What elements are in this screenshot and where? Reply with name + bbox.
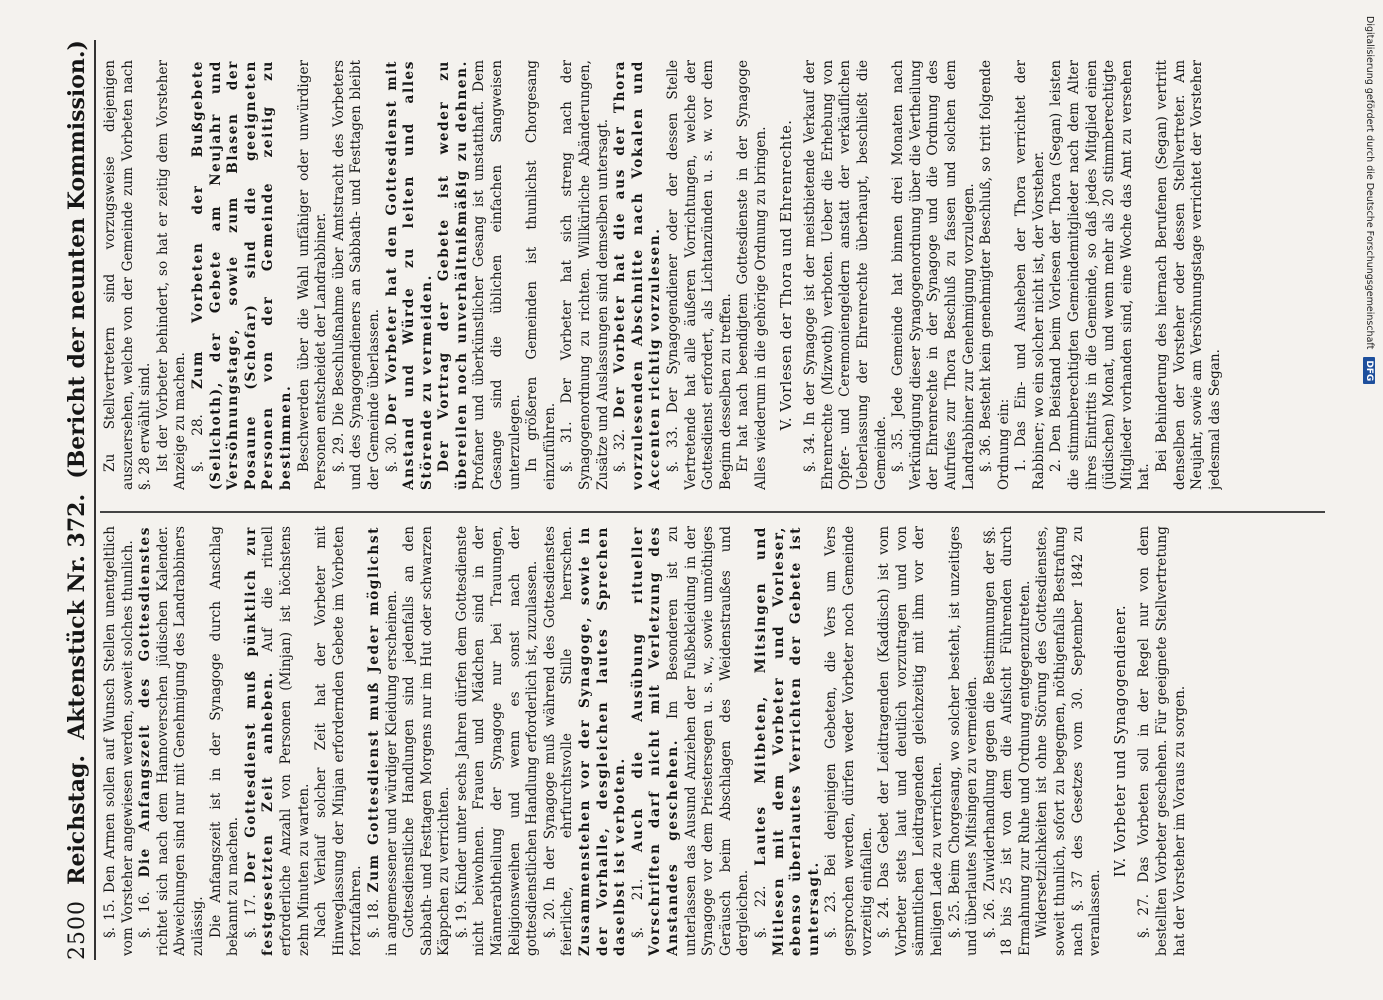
section-number: §. 19. — [453, 900, 470, 938]
section-number: §. 22. — [752, 885, 769, 938]
section-number: §. 23. — [823, 890, 840, 938]
paragraph-text: In der Synagoge muß während des Gottesdienstes feierliche, ehrfurchtsvolle Stille herrschen. — [541, 526, 576, 956]
header-center: Aktenstück Nr. 372. — [64, 493, 90, 740]
paragraph-text: Der Vorbeter hat sich streng nach der Synagogenordnung zu richten. Willkürliche Abänderungen, Zusätze und Auslassungen sind demselben untersagt. — [559, 60, 611, 490]
paragraph — [1034, 526, 1104, 956]
dfg-logo: DFG — [1363, 357, 1375, 384]
section-heading-iv: IV. Vorbeter und Synagogendiener. — [1112, 604, 1129, 878]
paragraph-text: 1. Das Ein- und Ausheben der Thora verrichtet der Rabbiner; wo ein solcher nicht ist, der Vorsteher. — [1013, 60, 1047, 490]
section-number: §. 24. — [876, 896, 893, 938]
section-number: §. 32. — [612, 428, 629, 472]
emphasized-text: Lautes Mitbeten, Mitsingen und Mitlesen mit dem Vorbeter und Vorleser, ebenso überlautes Verrichten der Gebete ist untersagt. — [752, 526, 822, 956]
paragraph — [802, 60, 890, 490]
emphasized-text: Der Gottesdienst muß pünktlich zur festgesetzten Zeit anheben. — [242, 526, 277, 956]
paragraph — [331, 60, 384, 490]
paragraph-text: In größeren Gemeinden ist thunlichst Chorgesang einzuführen. — [524, 60, 558, 490]
paragraph — [102, 60, 155, 490]
paragraph-text: Widersetzlichkeiten ist ohne Störung des Gottesdienstes, soweit thunlich, sofort zu begegnen, nöthigenfalls Bestrafung nach §. 37 des Gesetzes vom 30. September 1842 zu veranlassen. — [1034, 526, 1104, 956]
section-number: §. 30. — [383, 432, 400, 472]
header-left: Reichstag. — [64, 754, 90, 885]
section-number: §. 20. — [541, 898, 558, 938]
paragraph — [630, 526, 753, 956]
emphasized-text: Der Vorbeter hat den Gottesdienst mit Anstand und Würde zu leiten und alles Störende zu vermeiden. — [383, 60, 435, 490]
paragraph-text: 2. Den Beistand beim Vorlesen der Thora (Segan) leisten die stimmberechtigten Gemeindemitglieder nach dem Alter ihres Eintritts in die Gemeinde, so daß jedes Mitglied einen (jüdischen) Monat, und wenn mehr als 20 stimmberechtigte Mitglieder vorhanden sind, eine Woche das Amt zu versehen hat. — [1048, 60, 1153, 490]
paragraph — [155, 60, 190, 490]
paragraph — [524, 60, 559, 490]
left-paragraphs — [102, 526, 1105, 956]
section-number: §. 18. — [365, 898, 382, 938]
paragraph — [1136, 526, 1189, 956]
paragraph — [947, 526, 982, 956]
paragraph — [1154, 60, 1224, 490]
paragraph — [1013, 60, 1048, 490]
section-number: §. 21. — [629, 878, 646, 938]
paragraph-text: Zuwiderhandlung gegen die Bestimmungen der §§. 18 bis 25 ist von dem die Aufsicht Führenden durch Ermahnung zur Ruhe und Ordnung entgegenzutreten. — [981, 526, 1033, 956]
paragraph-text: Profaner und überkünstlicher Gesang ist unstatthaft. Dem Gesange sind die üblichen einfachen Sangweisen unterzulegen. — [471, 60, 523, 490]
section-number: §. 34. — [802, 432, 819, 472]
paragraph — [1048, 60, 1154, 490]
running-head — [58, 40, 90, 960]
paragraph-text: Bei Behinderung des hiernach Berufenen (Segan) vertritt denselben der Vorsteher oder dessen Stellvertreter. Am Neujahr, sowie am Versöhnungstage verrichtet der Vorsteher jedesmal das Segan. — [1154, 60, 1223, 490]
paragraph — [559, 60, 612, 490]
paragraph-text: Die Anfangszeit ist in der Synagoge durch Anschlag bekannt zu machen. — [207, 526, 242, 956]
paragraph — [612, 60, 665, 490]
paragraph-text: Er hat nach beendigtem Gottesdienste in der Synagoge Alles wiederum in die gehörige Ordnung zu bringen. — [735, 60, 769, 490]
paragraph-text: Nach Verlauf solcher Zeit hat der Vorbeter mit Hinweglassung der Minjan erfordernden Gebete im Vorbeten fortzufahren. — [313, 526, 365, 956]
paragraph-text: Kinder unter sechs Jahren dürfen dem Gottesdienste nicht beiwohnen. Frauen und Mädchen sind in der Männerabtheilung der Synagoge nur bei Trauungen, Religionsweihen und wenn es sonst nach der gottesdienstlichen Handlung erforderlich ist, zuzulassen. — [453, 526, 541, 956]
paragraph-text: Auf die rituell erforderliche Anzahl von Personen (Minjan) ist höchstens zehn Minuten zu warten. — [260, 526, 312, 956]
left-tail-paragraphs — [1136, 526, 1189, 956]
paragraph — [436, 60, 524, 490]
emphasized-text: Auch die Ausübung ritueller Vorschriften darf nicht mit Verletzung des Anstandes geschehen. — [629, 526, 681, 956]
section-number: §. 26. — [981, 898, 998, 938]
section-number: §. 36. — [978, 434, 995, 472]
header-rule — [94, 40, 96, 960]
paragraph-text: Beim Chorgesang, wo solcher besteht, ist unzeitiges und überlautes Mitsingen zu vermeiden. — [946, 526, 981, 956]
paragraph — [366, 526, 401, 956]
section-number: §. 33. — [665, 426, 681, 472]
left-column — [102, 526, 1342, 956]
paragraph — [102, 526, 137, 956]
paragraph — [823, 526, 876, 956]
paragraph — [137, 526, 207, 956]
right-tail-paragraphs — [802, 60, 1224, 490]
paragraph-text: Im Besonderen ist zu unterlassen das Ausund Anziehen der Fußbekleidung in der Synagoge vor dem Priestersegen u. s. w., sowie unnöthiges Geräusch beim Abschlagen des Weidenstraußes und dergleichen. — [665, 526, 752, 956]
emphasized-text: Die Anfangszeit des Gottesdienstes — [137, 526, 154, 878]
section-number: §. 29. — [330, 432, 347, 472]
section-number: §. 17. — [242, 894, 259, 938]
paragraph — [313, 526, 366, 956]
paragraph-text: In der Synagoge ist der meistbietende Verkauf der Ehrenrechte (Mizwoth) verboten. Ueber die Erhebung von Opfer- und Ceremoniengeldern anstatt der verkäuflichen Ueberlassung der Ehrenrechte überhaupt, beschließt die Gemeinde. — [802, 60, 889, 490]
paragraph — [982, 526, 1035, 956]
paragraph-text: Der Synagogendiener oder der dessen Stelle Vertretende hat alle äußeren Vorrichtungen, welche der Gottesdienst erfordert, als Lichtanzünden u. s. w. vor dem Beginn desselben zu treffen. — [665, 60, 734, 490]
header-right: (Bericht der neunten Kommission.) — [64, 40, 90, 479]
emphasized-text: Zum Vorbeten der Bußgebete (Selichoth), der Gebete am Neujahr und Versöhnungstage, sowie zum Blasen der Posaune (Schofar) sind die geeigneten Personen von der Gemeinde zeitig zu bestimmen. — [189, 60, 294, 490]
paragraph — [243, 526, 313, 956]
paragraph-text: Die Beschlußnahme über Amtstracht des Vorbeters und des Synagogendieners an Sabbath- und Festtagen bleibt der Gemeinde überlassen. — [330, 60, 382, 490]
paragraph-text: Zu Stellvertretern sind vorzugsweise diejenigen auszuersehen, welche von der Gemeinde zum Vorbeten nach §. 28 erwählt sind. — [102, 60, 154, 490]
paragraph-text: Jede Gemeinde hat binnen drei Monaten nach Verkündigung dieser Synagogenordnung über die Vertheilung der Ehrenrechte in der Synagoge und die Ordnung des Aufrufes zur Thora Beschluß zu fassen und solchen dem Landrabbiner zur Genehmigung vorzulegen. — [890, 60, 977, 490]
paragraph-text: Gottesdienstliche Handlungen sind jedenfalls an den Sabbath- und Festtagen Morgens nur im Hut oder schwarzen Käppchen zu verrichten. — [401, 526, 453, 956]
paragraph — [735, 60, 770, 490]
paragraph — [401, 526, 454, 956]
page-number: 2500 — [65, 900, 90, 960]
paragraph — [542, 526, 630, 956]
paragraph-text: Das Gebet der Leidtragenden (Kaddisch) ist vom Vorbeter stets laut und deutlich vorzutragen und von sämmtlichen Leidtragenden gleichzeitig mit ihm vor der heiligen Lade zu verrichten. — [876, 526, 945, 956]
paragraph — [190, 60, 296, 490]
digitization-text: Digitalisierung gefördert durch die Deutsche Forschungsgemeinschaft — [1364, 16, 1375, 350]
emphasized-text: Der Vorbeter hat die aus der Thora vorzulesenden Abschnitte nach Vokalen und Accenten richtig vorzulesen. — [612, 60, 664, 490]
right-column — [102, 60, 1342, 490]
paragraph — [296, 60, 331, 490]
section-number: §. 31. — [559, 421, 576, 472]
paragraph — [978, 60, 1013, 490]
section-number: §. 16. — [137, 891, 154, 938]
paragraph-text: Das Vorbeten soll in der Regel nur von dem bestellten Vorbeter geschehen. Für geeignete Stellvertretung hat der Vorsteher im Voraus zu sorgen. — [1136, 526, 1188, 956]
paragraph — [753, 526, 823, 956]
paragraph — [454, 526, 542, 956]
section-number: §. 25. — [946, 899, 963, 938]
paragraph-text: in angemessener und würdiger Kleidung erscheinen. — [383, 590, 400, 956]
paragraph — [890, 60, 978, 490]
emphasized-text: Zusammenstehen vor der Synagoge, sowie in der Vorhalle, desgleichen lautes Sprechen daselbst ist verboten. — [577, 526, 629, 956]
paragraph-text: Beschwerden über die Wahl unfähiger oder unwürdiger Personen entscheidet der Landrabbiner. — [295, 60, 330, 490]
paragraph-text: Besteht kein genehmigter Beschluß, so tritt folgende Ordnung ein: — [978, 60, 1012, 490]
right-paragraphs — [102, 60, 771, 490]
paragraph-text: Ist der Vorbeter behindert, so hat er zeitig dem Vorsteher Anzeige zu machen. — [154, 60, 189, 490]
emphasized-text: Zum Gottesdienst muß Jeder möglichst — [365, 526, 382, 893]
paragraph-text: richtet sich nach dem Hannoverschen jüdischen Kalender. Abweichungen sind nur mit Genehmigung des Landrabbiners zulässig. — [154, 526, 206, 956]
paragraph-text: Den Armen sollen auf Wunsch Stellen unentgeltlich vom Vorsteher angewiesen werden, soweit solches thunlich. — [102, 526, 136, 956]
section-number: §. 27. — [1136, 893, 1153, 938]
digitization-note — [1362, 16, 1376, 576]
section-number: §. 35. — [890, 428, 907, 472]
column-divider — [100, 512, 1325, 514]
paragraph — [665, 60, 735, 490]
paragraph-text: Bei denjenigen Gebeten, die Vers um Vers gesprochen werden, dürfen weder Vorbeter noch Gemeinde vorzeitig einfallen. — [823, 526, 875, 956]
paragraph — [876, 526, 946, 956]
section-number: §. 15. — [102, 899, 118, 938]
emphasized-text: Der Vortrag der Gebete ist weder zu übereilen noch unverhältnißmäßig zu dehnen. — [436, 60, 470, 490]
section-heading-v: V. Vorlesen der Thora und Ehrenrechte. — [778, 119, 795, 431]
section-number: §. 28. — [189, 414, 206, 472]
paragraph — [208, 526, 243, 956]
paragraph — [384, 60, 437, 490]
